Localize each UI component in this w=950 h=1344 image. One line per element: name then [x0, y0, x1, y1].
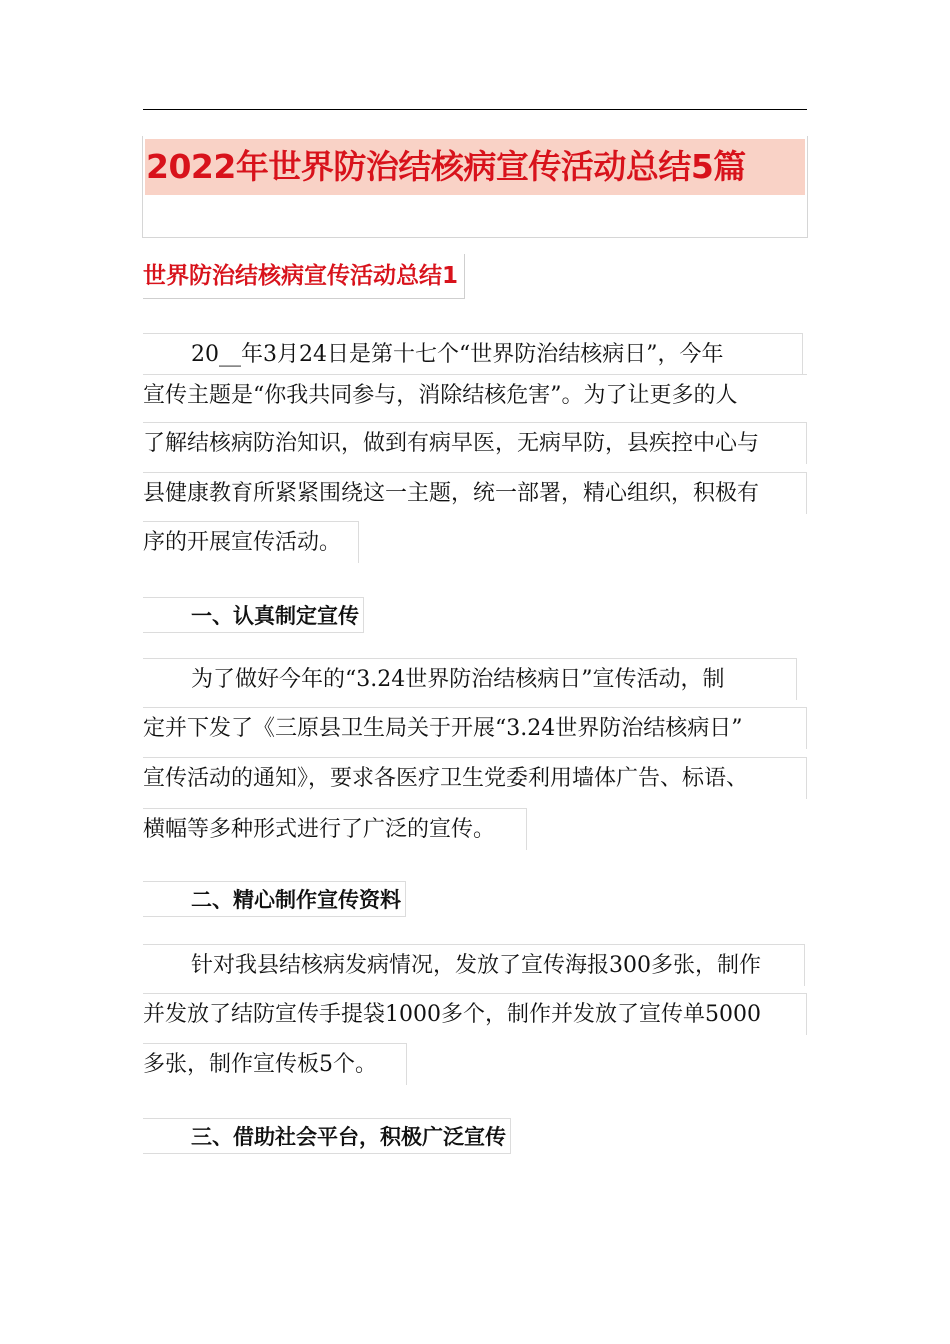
- paragraph-line: 20__年3月24日是第十七个“世界防治结核病日”，今年: [143, 333, 803, 375]
- paragraph-line: 县健康教育所紧紧围绕这一主题，统一部署，精心组织，积极有: [143, 472, 807, 514]
- top-rule: [143, 109, 807, 110]
- paragraph-line: 为了做好今年的“3.24世界防治结核病日”宣传活动，制: [143, 658, 797, 700]
- paragraph-line: 多张，制作宣传板5个。: [143, 1043, 407, 1085]
- document-title: 2022年世界防治结核病宣传活动总结5篇: [146, 147, 746, 186]
- section-heading: 二、精心制作宣传资料: [143, 881, 406, 917]
- paragraph-line: 针对我县结核病发病情况，发放了宣传海报300多张，制作: [143, 944, 805, 986]
- paragraph-line: 宣传主题是“你我共同参与，消除结核危害”。为了让更多的人: [143, 374, 807, 416]
- paragraph-line: 并发放了结防宣传手提袋1000多个，制作并发放了宣传单5000: [143, 993, 807, 1035]
- paragraph-line: 定并下发了《三原县卫生局关于开展“3.24世界防治结核病日”: [143, 707, 807, 749]
- section-heading: 三、借助社会平台，积极广泛宣传: [143, 1118, 511, 1154]
- section-heading: 一、认真制定宣传: [143, 597, 364, 633]
- paragraph-line: 了解结核病防治知识，做到有病早医，无病早防，县疾控中心与: [143, 422, 807, 464]
- paragraph-line: 序的开展宣传活动。: [143, 521, 359, 563]
- paragraph-line: 宣传活动的通知》，要求各医疗卫生党委利用墙体广告、标语、: [143, 757, 807, 799]
- paragraph-line: 横幅等多种形式进行了广泛的宣传。: [143, 808, 527, 850]
- section-title: 世界防治结核病宣传活动总结1: [143, 254, 465, 299]
